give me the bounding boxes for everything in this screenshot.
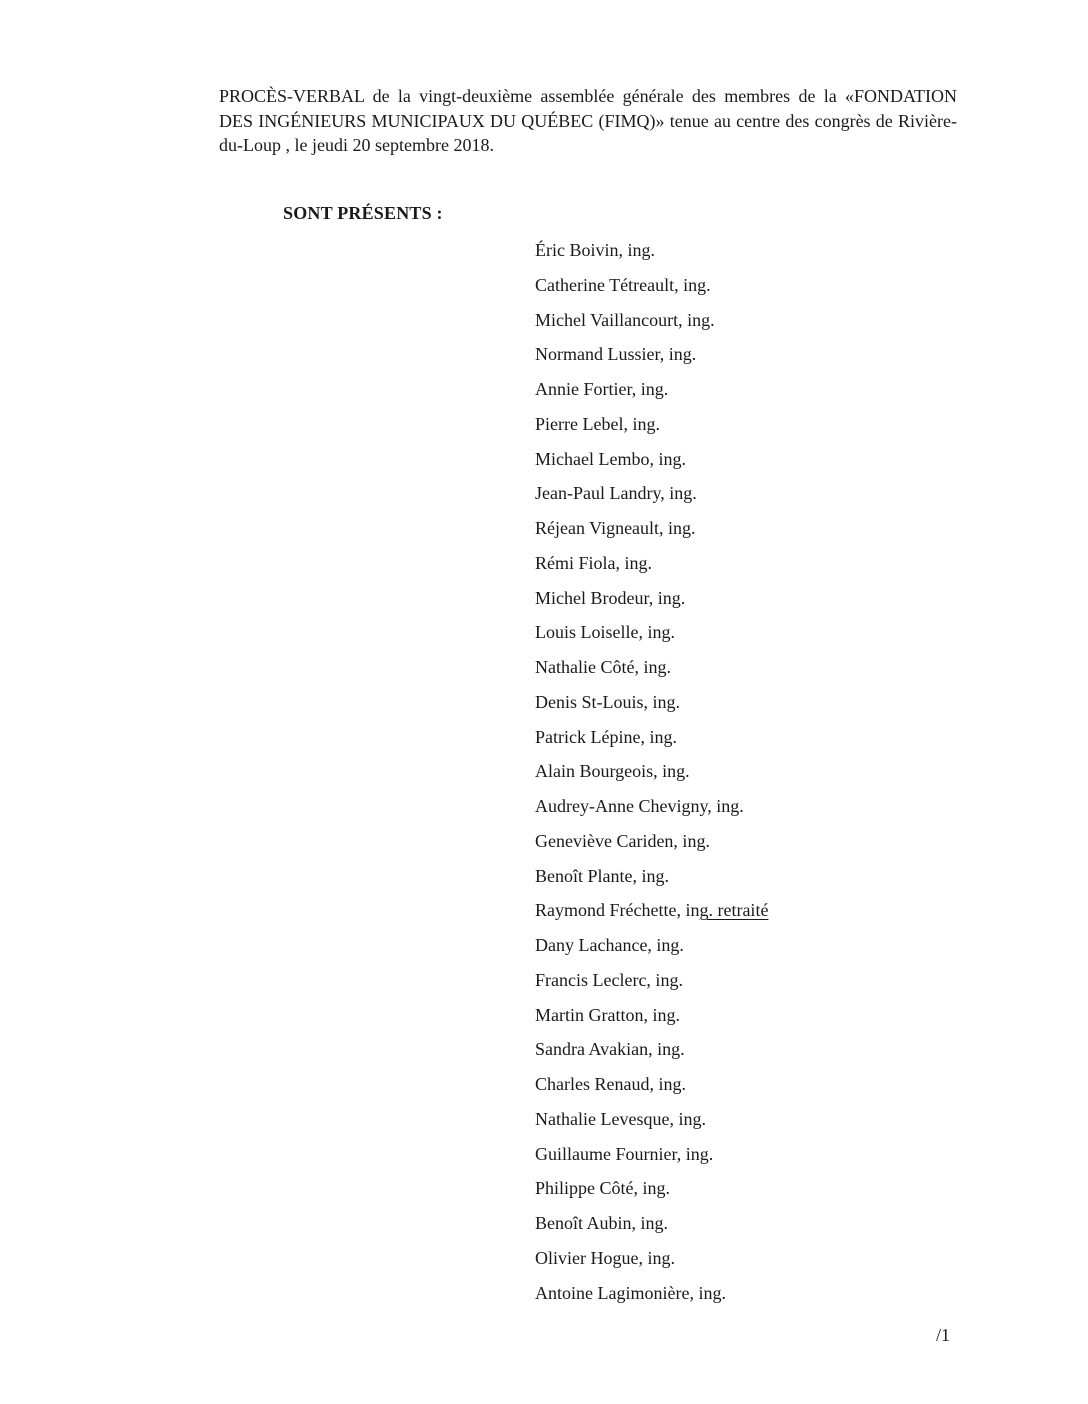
attendee-name: Charles Renaud, ing. <box>535 1074 686 1094</box>
attendee-name: Alain Bourgeois, ing. <box>535 761 690 782</box>
attendee-name: Réjean Vigneault, ing. <box>535 518 696 538</box>
attendee-item <box>535 238 768 273</box>
attendee-name: Michel Vaillancourt, ing. <box>535 309 715 330</box>
attendee-item <box>535 1246 768 1281</box>
attendee-name: Annie Fortier, ing. <box>535 379 669 399</box>
attendee-name: Francis Leclerc, ing. <box>535 969 683 990</box>
attendee-item <box>535 412 768 447</box>
attendee-name: Sandra Avakian, ing. <box>535 1039 685 1060</box>
attendee-item <box>535 447 768 482</box>
attendee-name: Catherine Tétreault, ing. <box>535 274 711 295</box>
attendee-name: Rémi Fiola, ing. <box>535 552 652 573</box>
attendee-name: Geneviève Cariden, ing. <box>535 830 710 851</box>
attendee-item <box>535 1176 768 1211</box>
attendee-name: Pierre Lebel, ing. <box>535 413 660 434</box>
attendee-item <box>535 829 768 864</box>
attendee-item <box>535 586 768 621</box>
attendee-item <box>535 1281 768 1316</box>
attendee-name: Philippe Côté, ing. <box>535 1178 670 1199</box>
attendee-item <box>535 1037 768 1072</box>
attendee-item <box>535 1003 768 1038</box>
attendee-item <box>535 759 768 794</box>
attendee-name: Antoine Lagimonière, ing. <box>535 1282 726 1303</box>
attendee-item <box>535 1107 768 1142</box>
attendee-name: Michel Brodeur, ing. <box>535 587 686 608</box>
attendee-name: Nathalie Côté, ing. <box>535 657 671 677</box>
attendee-item <box>535 308 768 343</box>
attendee-name: Michael Lembo, ing. <box>535 448 686 469</box>
attendee-item <box>535 551 768 586</box>
attendee-name: Denis St-Louis, ing. <box>535 691 681 712</box>
minutes-intro-paragraph: PROCÈS-VERBAL de la vingt-deuxième assemblée générale des membres de la «FONDATION DES INGÉNIEURS MUNICIPAUX DU QUÉBEC (FIMQ)» tenue au centre des congrès de Rivière-du-Loup , le jeudi 20 septembre 2018. <box>219 86 957 155</box>
attendee-item <box>535 481 768 516</box>
attendee-item <box>535 898 768 933</box>
attendee-item <box>535 968 768 1003</box>
attendee-name: Guillaume Fournier, ing. <box>535 1143 714 1164</box>
attendee-name: Éric Boivin, ing. <box>535 240 655 260</box>
attendees-heading: SONT PRÉSENTS : <box>283 203 443 223</box>
attendee-name: Nathalie Levesque, ing. <box>535 1108 706 1129</box>
attendee-item <box>535 1072 768 1107</box>
attendee-name: Louis Loiselle, ing. <box>535 622 675 643</box>
attendee-item <box>535 725 768 760</box>
attendee-item <box>535 516 768 551</box>
attendee-item <box>535 377 768 412</box>
attendee-item <box>535 864 768 899</box>
page-number: /1 <box>936 1325 951 1345</box>
attendee-item <box>535 690 768 725</box>
attendee-annotation: g. retraité <box>699 900 769 921</box>
attendee-item <box>535 1142 768 1177</box>
attendee-name: Jean-Paul Landry, ing. <box>535 483 697 504</box>
attendee-name: Raymond Fréchette, in <box>535 900 700 921</box>
attendee-name: Martin Gratton, ing. <box>535 1004 680 1025</box>
attendee-name: Benoît Plante, ing. <box>535 865 669 886</box>
attendee-name: Dany Lachance, ing. <box>535 935 684 955</box>
attendee-name: Audrey-Anne Chevigny, ing. <box>535 796 744 816</box>
attendee-item <box>535 620 768 655</box>
attendee-item <box>535 794 768 829</box>
attendee-name: Benoît Aubin, ing. <box>535 1213 669 1233</box>
attendee-item <box>535 1211 768 1246</box>
attendee-item <box>535 655 768 690</box>
attendees-list <box>535 238 768 1315</box>
attendee-item <box>535 273 768 308</box>
attendee-item <box>535 342 768 377</box>
attendee-item <box>535 933 768 968</box>
attendee-name: Olivier Hogue, ing. <box>535 1247 675 1268</box>
attendee-name: Patrick Lépine, ing. <box>535 726 677 747</box>
attendee-name: Normand Lussier, ing. <box>535 344 697 365</box>
